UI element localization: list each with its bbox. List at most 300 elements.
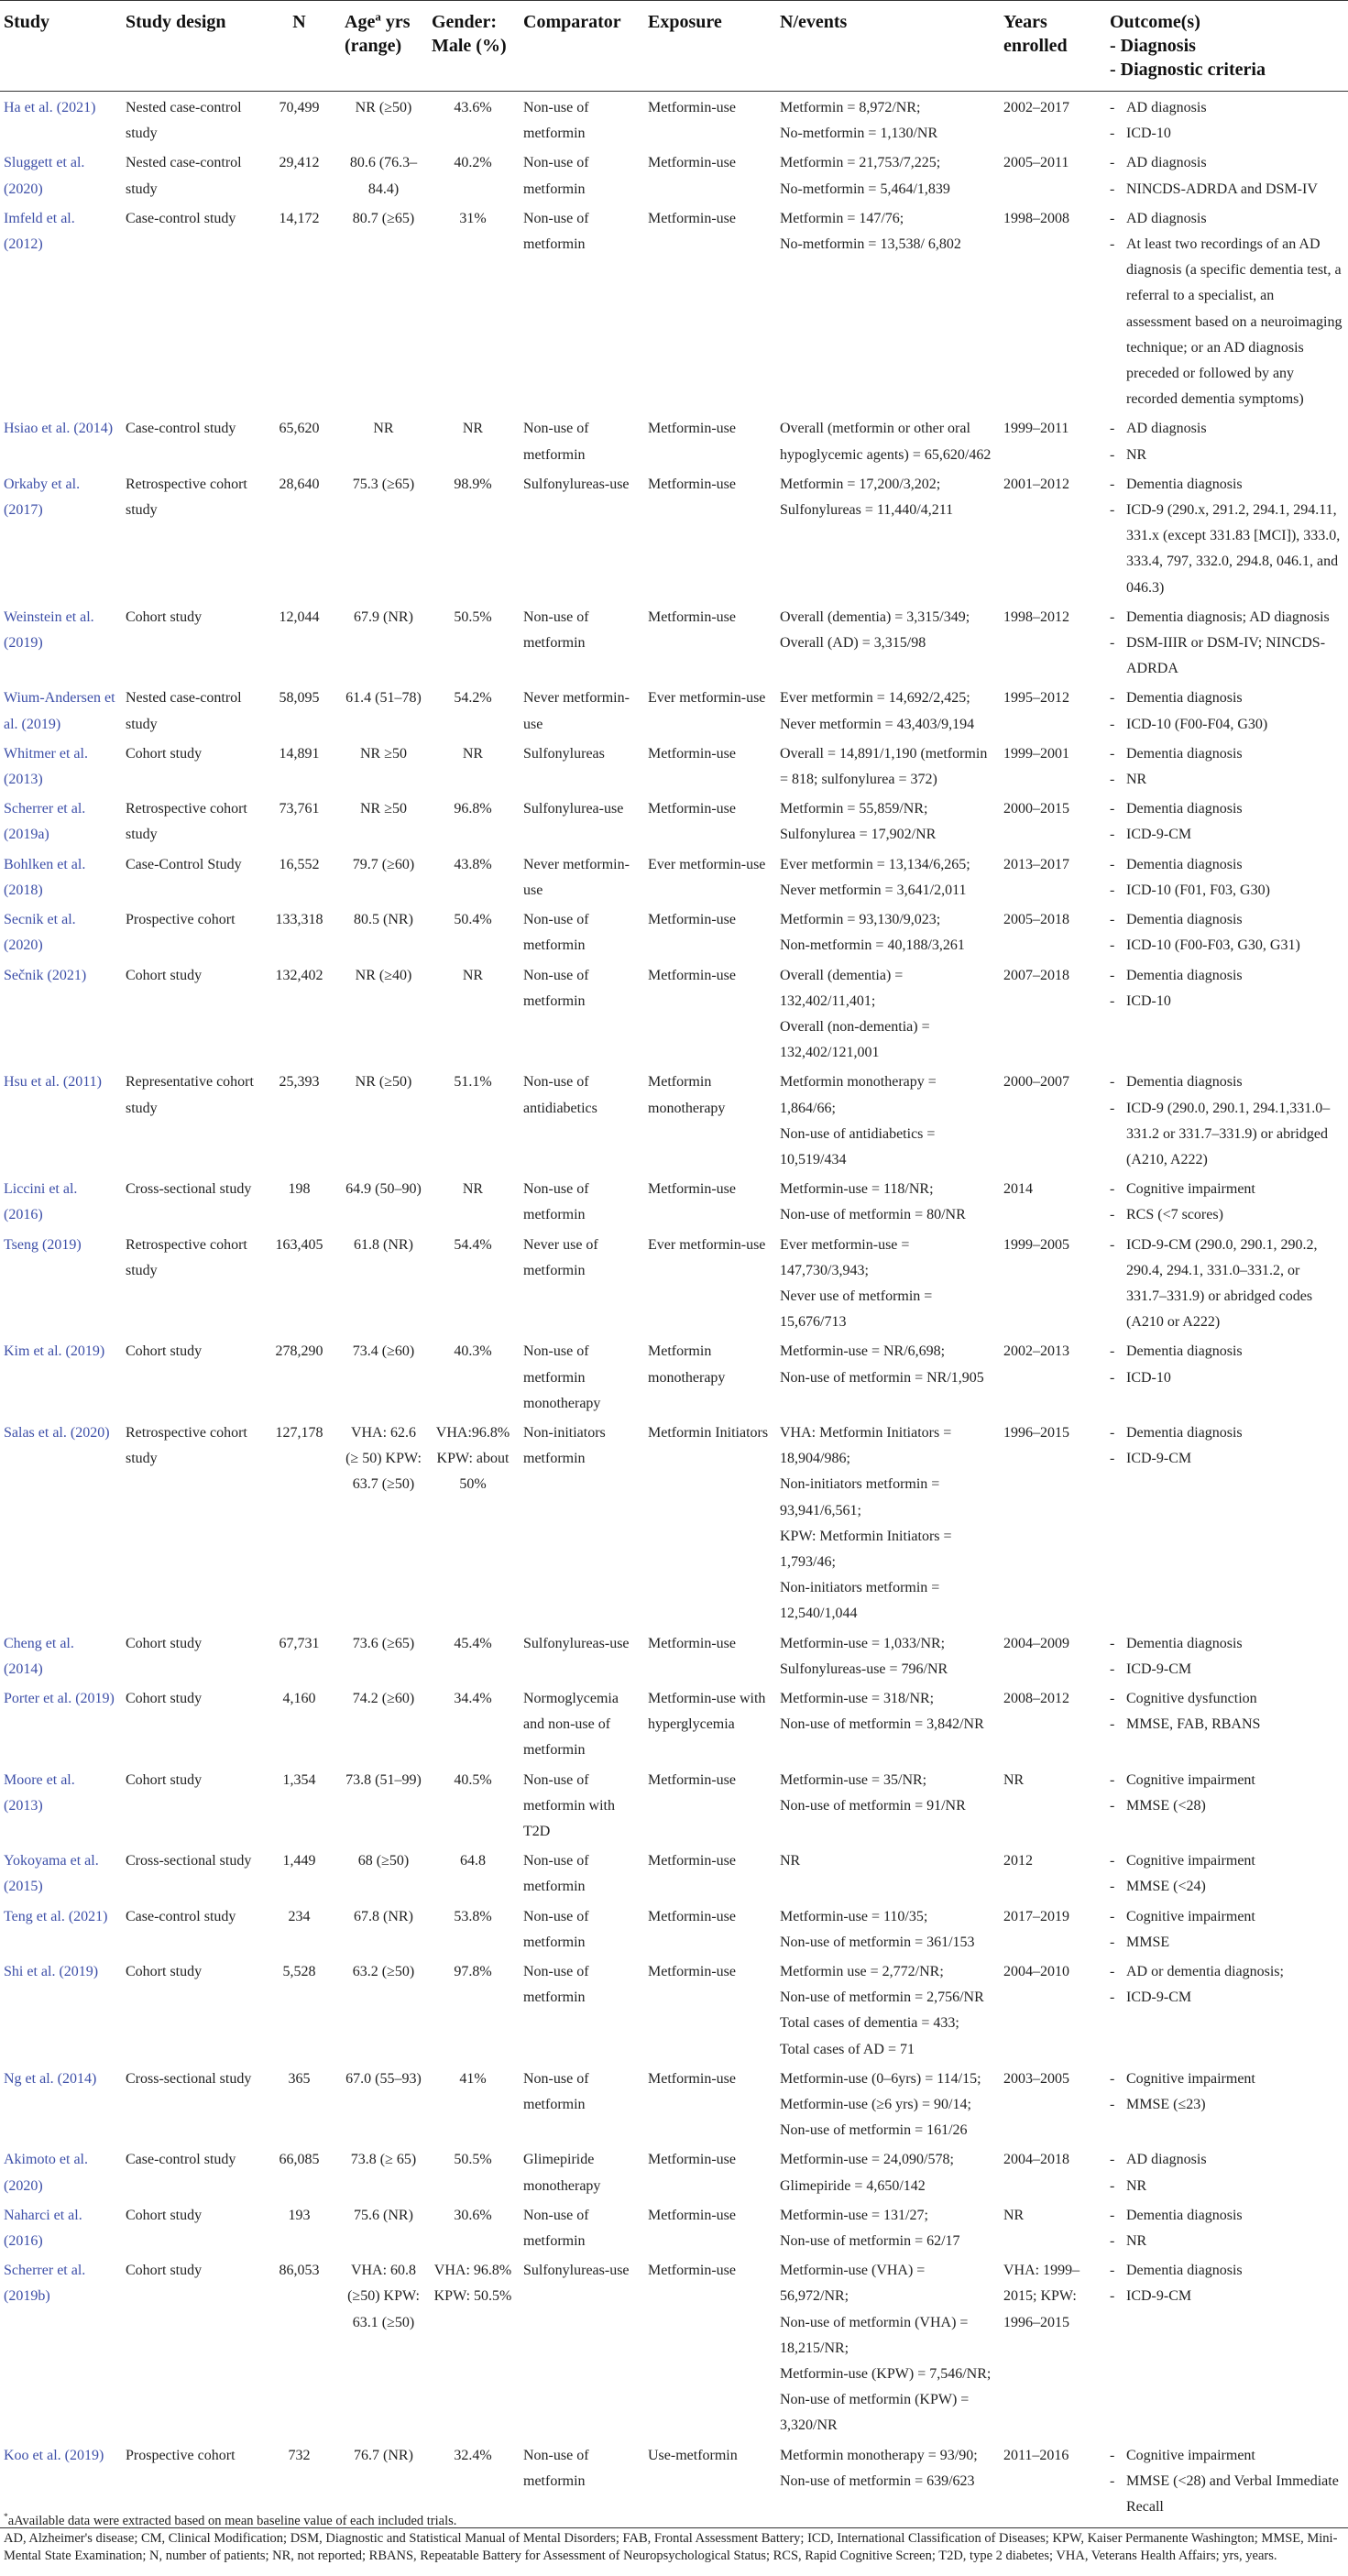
age-range: 67.8 (NR) <box>354 1908 413 1924</box>
events-cell <box>776 1417 1000 1628</box>
male-percent: 50.4% <box>454 912 492 928</box>
study-citation: Yokoyama et al. (2015) <box>4 1853 99 1895</box>
study-citation: Imfeld et al. (2012) <box>4 210 75 253</box>
age-range: 80.6 (76.3–84.4) <box>349 155 418 197</box>
outcomes-cell <box>1106 2199 1348 2254</box>
study-design: Cross-sectional study <box>126 1853 252 1869</box>
events-cell <box>776 412 1000 467</box>
table-row <box>0 2063 1348 2144</box>
outcomes-cell <box>1106 203 1348 413</box>
events-cell <box>776 2063 1000 2144</box>
years-enrolled: 1995–2012 <box>1003 690 1069 707</box>
events-cell <box>776 92 1000 148</box>
comparator: Non-use of metformin <box>520 2439 644 2528</box>
years-enrolled: NR <box>1003 1771 1025 1788</box>
study-design: Cohort study <box>126 1635 203 1651</box>
years-enrolled: 2004–2009 <box>1003 1635 1069 1651</box>
table-row <box>0 1417 1348 1628</box>
events-cell <box>776 959 1000 1067</box>
events-line: Sulfonylurea = 17,902/NR <box>780 827 937 843</box>
header-exposure: Exposure <box>644 1 776 92</box>
events-line: Non-use of antidiabetics = 10,519/434 <box>780 1125 936 1167</box>
events-line: Sulfonylureas-use = 796/NR <box>780 1661 948 1677</box>
events-line: Non-use of metformin (VHA) = 18,215/NR; <box>780 2314 969 2356</box>
study-citation: Koo et al. (2019) <box>0 2439 122 2528</box>
male-percent: 50.5% <box>454 608 492 625</box>
age-range: 75.3 (≥65) <box>352 476 415 492</box>
comparator: Non-use of metformin <box>523 1908 589 1950</box>
years-enrolled: 1998–2008 <box>1003 210 1069 226</box>
years-enrolled: 1999–2011 <box>1003 421 1069 437</box>
age-range: 63.2 (≥50) <box>352 1964 415 1980</box>
years-enrolled: 2008–2012 <box>1003 1690 1069 1706</box>
outcomes-cell <box>1106 1764 1348 1846</box>
years-enrolled: 2007–2018 <box>1003 967 1069 983</box>
events-line: Metformin = 147/76; <box>780 210 904 226</box>
years-enrolled: 1998–2012 <box>1003 608 1069 625</box>
male-percent: 34.4% <box>454 1690 492 1706</box>
footnote-available-data: *aAvailable data were extracted based on mean baseline value of each included trials. <box>4 2513 457 2528</box>
male-percent: 40.5% <box>454 1771 492 1788</box>
comparator: Never metformin-use <box>523 690 630 732</box>
outcome-line: - ICD-10 (F01, F03, G30) <box>1110 878 1343 904</box>
outcome-line: - NR <box>1110 767 1343 793</box>
study-citation: Cheng et al. (2014) <box>4 1635 74 1677</box>
study-design: Cohort study <box>126 745 203 762</box>
sample-size: 127,178 <box>275 1424 323 1441</box>
age-range: NR <box>373 421 394 437</box>
study-design: Case-Control Study <box>126 856 242 872</box>
exposure: Metformin-use <box>648 801 736 817</box>
outcome-line: - MMSE <box>1110 1930 1343 1956</box>
sample-size: 28,640 <box>279 476 320 492</box>
events-line: Never metformin = 3,641/2,011 <box>780 882 967 898</box>
years-enrolled: 2004–2018 <box>1003 2152 1069 2168</box>
outcome-line: - Cognitive impairment <box>1110 1177 1343 1202</box>
comparator: Non-use of metformin with T2D <box>523 1771 615 1839</box>
years-enrolled: 2003–2005 <box>1003 2070 1069 2087</box>
years-enrolled: 2005–2018 <box>1003 912 1069 928</box>
years-enrolled: 2002–2017 <box>1003 100 1069 115</box>
study-design: Retrospective cohort study <box>126 1424 247 1467</box>
events-cell <box>776 601 1000 683</box>
outcome-line: - ICD-9 (290.x, 291.2, 294.1, 294.11, 331.x (except 331.83 [MCI]), 333.0, 333.4, 797, 332.0, 294.8, 046.1, and 046.3) <box>1110 498 1343 601</box>
male-percent: 96.8% <box>454 801 492 817</box>
years-enrolled: 2000–2007 <box>1003 1074 1069 1091</box>
age-range: 73.4 (≥60) <box>352 1343 415 1360</box>
events-line: Metformin = 21,753/7,225; <box>780 155 941 171</box>
outcome-line: - MMSE (<28) and Verbal Immediate Recall <box>1110 2469 1343 2520</box>
age-range: NR ≥50 <box>359 801 407 817</box>
exposure: Use-metformin <box>644 2439 776 2528</box>
age-range: NR ≥50 <box>359 745 407 762</box>
exposure: Metformin-use <box>648 2207 736 2223</box>
comparator: Sulfonylureas-use <box>523 2263 630 2279</box>
events-line: Non-use of metformin = 80/NR <box>780 1207 966 1223</box>
table-row <box>0 959 1348 1067</box>
male-percent: 43.8% <box>454 856 492 872</box>
events-line: KPW: Metformin Initiators = 1,793/46; <box>780 1528 952 1570</box>
comparator: Non-use of metformin <box>523 608 589 652</box>
outcome-line: - Cognitive impairment <box>1110 2443 1343 2469</box>
outcome-line: - ICD-9-CM <box>1110 1446 1343 1472</box>
events-line: Overall (non-dementia) = 132,402/121,001 <box>780 1018 930 1061</box>
outcome-line: - ICD-9-CM (290.0, 290.1, 290.2, 290.4, 294.1, 331.0–331.2, or 331.7–331.9) or abridged codes (A210 or A222) <box>1110 1233 1343 1336</box>
events-cell <box>776 1901 1000 1956</box>
events-line: Non-metformin = 40,188/3,261 <box>780 937 965 954</box>
comparator: Non-use of metformin <box>523 421 589 463</box>
sample-size: 365 <box>288 2070 311 2087</box>
events-line: Non-use of metformin = NR/1,905 <box>780 1369 984 1386</box>
outcomes-cell <box>1106 2063 1348 2144</box>
study-citation: Wium-Andersen et al. (2019) <box>4 690 115 732</box>
events-line: Metformin-use = 131/27; <box>780 2207 928 2223</box>
outcome-line: - Dementia diagnosis <box>1110 907 1343 933</box>
years-enrolled: 2000–2015 <box>1003 801 1069 817</box>
exposure: Ever metformin-use <box>648 1236 766 1253</box>
events-line: Never use of metformin = 15,676/713 <box>780 1288 933 1331</box>
study-citation: Scherrer et al. (2019a) <box>4 801 86 843</box>
outcome-line: - DSM-IIIR or DSM-IV; NINCDS-ADRDA <box>1110 630 1343 682</box>
table-row <box>0 1066 1348 1173</box>
study-citation: Secnik et al. (2020) <box>4 912 76 954</box>
header-row <box>0 1 1348 92</box>
exposure: Ever metformin-use <box>648 856 766 872</box>
male-percent: VHA:96.8% KPW: about 50% <box>435 1424 510 1493</box>
age-range: 73.8 (≥ 65) <box>350 2152 417 2168</box>
header-events: N/events <box>776 1 1000 92</box>
age-range: 80.7 (≥65) <box>352 210 415 226</box>
years-enrolled: 2017–2019 <box>1003 1908 1069 1924</box>
study-citation: Akimoto et al. (2020) <box>4 2152 88 2194</box>
age-range: NR (≥50) <box>355 100 412 115</box>
events-cell <box>776 203 1000 413</box>
sample-size: 132,402 <box>275 967 323 983</box>
male-percent: 54.2% <box>454 690 492 707</box>
comparator: Non-use of metformin <box>523 155 589 197</box>
male-percent: NR <box>462 1181 484 1198</box>
study-design: Case-control study <box>126 210 236 226</box>
events-cell <box>776 849 1000 904</box>
footnote-abbreviations: AD, Alzheimer's disease; CM, Clinical Modification; DSM, Diagnostic and Statistical Manual of Mental Disorders; FAB, Frontal Assessment Battery; ICD, International Classification of Diseases; KPW, Kaiser Permanente Washington; MMSE, Mini-Mental State Examination; N, number of patients; NR, not reported; RBANS, Repeatable Battery for Assessment of Neuropsychological Status; RCS, Rapid Cognitive Screen; T2D, type 2 diabetes; VHA, Veterans Health Affairs; yrs, years. <box>4 2531 1338 2563</box>
years-enrolled: 2011–2016 <box>1000 2439 1106 2528</box>
events-line: Overall (dementia) = 3,315/349; <box>780 608 970 625</box>
table-row <box>0 92 1348 148</box>
comparator: Non-use of metformin <box>523 210 589 253</box>
outcome-line: - Dementia diagnosis <box>1110 472 1343 498</box>
events-cell <box>776 1229 1000 1336</box>
events-line: Ever metformin-use = 147,730/3,943; <box>780 1236 910 1278</box>
years-enrolled: 2001–2012 <box>1003 476 1069 492</box>
study-design: Cohort study <box>126 2207 203 2223</box>
age-range: 73.6 (≥65) <box>352 1635 415 1651</box>
exposure: Metformin-use <box>648 967 736 983</box>
events-line: Metformin monotherapy = 1,864/66; <box>780 1074 937 1116</box>
events-line: Metformin-use (≥6 yrs) = 90/14; <box>780 2097 971 2113</box>
events-line: Non-use of metformin = 3,842/NR <box>780 1716 984 1733</box>
events-line: Overall (dementia) = 132,402/11,401; <box>780 967 904 1009</box>
exposure: Metformin-use with hyperglycemia <box>648 1690 766 1733</box>
table-row <box>0 412 1348 467</box>
outcome-line: - AD diagnosis <box>1110 95 1343 121</box>
table-row <box>0 1764 1348 1846</box>
male-percent: 32.4% <box>428 2439 520 2528</box>
outcomes-cell <box>1106 1845 1348 1900</box>
table-row <box>0 1683 1348 1764</box>
age-range: 73.8 (51–99) <box>345 1771 422 1788</box>
sample-size: 133,318 <box>275 912 323 928</box>
exposure: Metformin-use <box>648 2263 736 2279</box>
age-range: 74.2 (≥60) <box>352 1690 415 1706</box>
events-line: Total cases of dementia = 433; <box>780 2015 959 2032</box>
exposure: Metformin-use <box>648 155 736 171</box>
study-design: Case-control study <box>126 2152 236 2168</box>
events-line: Metformin-use = 24,090/578; <box>780 2152 954 2168</box>
outcome-line: - MMSE, FAB, RBANS <box>1110 1712 1343 1737</box>
age-range: 61.4 (51–78) <box>345 690 422 707</box>
events-cell <box>776 147 1000 202</box>
footnotes <box>4 2513 1342 2565</box>
events-line: Total cases of AD = 71 <box>780 2041 915 2057</box>
comparator: Glimepiride monotherapy <box>523 2152 601 2194</box>
table-row <box>0 1956 1348 2063</box>
outcomes-cell <box>1106 1066 1348 1173</box>
age-range: 61.8 (NR) <box>354 1236 413 1253</box>
comparator: Sulfonylureas <box>523 745 605 762</box>
sample-size: 163,405 <box>275 1236 323 1253</box>
male-percent: 50.5% <box>454 2152 492 2168</box>
outcome-line: - Cognitive dysfunction <box>1110 1686 1343 1712</box>
events-cell <box>776 793 1000 848</box>
events-cell <box>776 738 1000 793</box>
age-range: 67.0 (55–93) <box>345 2070 422 2087</box>
exposure: Metformin-use <box>648 100 736 115</box>
outcome-line: - Dementia diagnosis <box>1110 852 1343 878</box>
events-line: Metformin use = 2,772/NR; <box>780 1964 944 1980</box>
sample-size: 1,354 <box>282 1771 316 1788</box>
age-range: 75.6 (NR) <box>354 2207 413 2223</box>
events-cell <box>776 1628 1000 1683</box>
comparator: Normoglycemia and non-use of metformin <box>523 1690 619 1759</box>
comparator: Sulfonylureas-use <box>523 1635 630 1651</box>
table-row <box>0 849 1348 904</box>
events-cell <box>776 1956 1000 2063</box>
events-line: Ever metformin = 14,692/2,425; <box>780 690 970 707</box>
study-design: Cohort study <box>126 2263 203 2279</box>
study-design: Cohort study <box>126 608 203 625</box>
sample-size: 4,160 <box>282 1690 316 1706</box>
outcome-line: - ICD-10 <box>1110 121 1343 147</box>
sample-size: 193 <box>288 2207 311 2223</box>
outcome-line: - Dementia diagnosis <box>1110 2258 1343 2284</box>
outcome-line: - ICD-10 (F00-F03, G30, G31) <box>1110 933 1343 959</box>
header-years: Years enrolled <box>1000 1 1106 92</box>
exposure: Metformin-use <box>648 1964 736 1980</box>
exposure: Metformin monotherapy <box>648 1343 726 1386</box>
sample-size: 86,053 <box>279 2263 320 2279</box>
outcome-line: - Cognitive impairment <box>1110 1904 1343 1930</box>
sample-size: 12,044 <box>279 608 320 625</box>
sample-size: 1,449 <box>282 1853 316 1869</box>
study-citation: Salas et al. (2020) <box>4 1424 110 1441</box>
outcome-line: - NINCDS-ADRDA and DSM-IV <box>1110 177 1343 203</box>
outcomes-cell <box>1106 412 1348 467</box>
events-line: Metformin = 93,130/9,023; <box>780 912 941 928</box>
table-row <box>0 1845 1348 1900</box>
exposure: Metformin-use <box>648 421 736 437</box>
table-row <box>0 2199 1348 2254</box>
events-line: Metformin = 8,972/NR; <box>780 100 921 115</box>
events-line: Metformin-use (KPW) = 7,546/NR; <box>780 2366 992 2383</box>
sample-size: 65,620 <box>279 421 320 437</box>
study-design: Nested case-control study <box>126 155 242 197</box>
study-citation: Bohlken et al. (2018) <box>4 856 86 898</box>
table-row <box>0 1628 1348 1683</box>
age-range: 67.9 (NR) <box>354 608 413 625</box>
table-row <box>0 2143 1348 2198</box>
study-citation: Naharci et al. (2016) <box>4 2207 82 2250</box>
outcome-line: - AD diagnosis <box>1110 206 1343 232</box>
comparator: Non-use of metformin <box>523 1853 589 1895</box>
male-percent: 54.4% <box>454 1236 492 1253</box>
study-citation: Whitmer et al. (2013) <box>4 745 88 788</box>
events-line: Overall (metformin or other oral hypoglycemic agents) = 65,620/462 <box>780 421 992 463</box>
years-enrolled: 1999–2005 <box>1003 1236 1069 1253</box>
sample-size: 58,095 <box>279 690 320 707</box>
age-range: VHA: 60.8 (≥50) KPW: 63.1 (≥50) <box>347 2263 420 2330</box>
outcome-line: - NR <box>1110 2229 1343 2254</box>
events-cell <box>776 1173 1000 1228</box>
outcome-line: - Cognitive impairment <box>1110 1768 1343 1793</box>
male-percent: 30.6% <box>454 2207 492 2223</box>
exposure: Metformin-use <box>648 1853 736 1869</box>
outcome-line: - ICD-10 (F00-F04, G30) <box>1110 712 1343 738</box>
events-line: Non-use of metformin = 62/17 <box>780 2233 960 2250</box>
exposure: Metformin-use <box>648 608 736 625</box>
sample-size: 67,731 <box>279 1635 320 1651</box>
study-design: Prospective cohort <box>122 2439 259 2528</box>
table-row <box>0 468 1348 601</box>
years-enrolled: VHA: 1999–2015; KPW: 1996–2015 <box>1003 2263 1080 2330</box>
events-line: Metformin = 17,200/3,202; <box>780 476 941 492</box>
sample-size: 732 <box>259 2439 341 2528</box>
study-design: Nested case-control study <box>126 690 242 732</box>
events-line: Never metformin = 43,403/9,194 <box>780 716 975 732</box>
header-n: N <box>259 1 341 92</box>
sample-size: 278,290 <box>275 1343 323 1360</box>
events-line: Overall = 14,891/1,190 (metformin = 818; sulfonylurea = 372) <box>780 745 988 788</box>
outcome-line: - Dementia diagnosis <box>1110 2203 1343 2229</box>
male-percent: 53.8% <box>454 1908 492 1924</box>
male-percent: NR <box>462 967 484 983</box>
exposure: Metformin-use <box>648 912 736 928</box>
study-design: Prospective cohort <box>126 912 236 928</box>
outcomes-cell <box>1106 1956 1348 2063</box>
exposure: Metformin-use <box>648 476 736 492</box>
events-line: Metformin-use = 318/NR; <box>780 1690 935 1706</box>
outcomes-cell <box>1106 849 1348 904</box>
comparator: Sulfonylurea-use <box>523 801 624 817</box>
table-row <box>0 904 1348 959</box>
study-citation: Ha et al. (2021) <box>4 100 96 115</box>
study-citation: Moore et al. (2013) <box>4 1771 75 1814</box>
exposure: Metformin monotherapy <box>648 1074 726 1116</box>
events-line: Non-use of metformin = 91/NR <box>780 1797 966 1814</box>
comparator: Never use of metformin <box>523 1236 598 1278</box>
exposure: Metformin-use <box>648 1771 736 1788</box>
study-citation: Teng et al. (2021) <box>4 1908 108 1924</box>
age-range: 80.5 (NR) <box>354 912 413 928</box>
outcome-line: - ICD-9-CM <box>1110 822 1343 848</box>
outcome-line: - AD diagnosis <box>1110 2147 1343 2173</box>
years-enrolled: 2004–2010 <box>1003 1964 1069 1980</box>
years-enrolled: 2005–2011 <box>1003 155 1069 171</box>
header-age: Age$^a$ yrs (range) <box>341 1 428 92</box>
events-line: Metformin-use = 118/NR; <box>780 1181 934 1198</box>
events-line: Metformin-use = 1,033/NR; <box>780 1635 946 1651</box>
study-citation: Scherrer et al. (2019b) <box>4 2263 86 2305</box>
events-cell <box>776 2143 1000 2198</box>
outcome-line: - ICD-9-CM <box>1110 1985 1343 2011</box>
study-design: Case-control study <box>126 421 236 437</box>
outcomes-cell <box>1106 601 1348 683</box>
study-citation: Sečnik (2021) <box>4 967 87 983</box>
comparator: Non-use of metformin <box>523 912 589 954</box>
events-line: Non-use of metformin = 361/153 <box>780 1934 975 1950</box>
age-range: 76.7 (NR) <box>341 2439 428 2528</box>
outcomes-cell <box>1106 1229 1348 1336</box>
header-comparator: Comparator <box>520 1 644 92</box>
exposure: Metformin-use <box>648 2070 736 2087</box>
sample-size: 14,891 <box>279 745 320 762</box>
table-row <box>0 682 1348 737</box>
events-cell <box>776 1066 1000 1173</box>
table-row <box>0 1335 1348 1417</box>
comparator: Non-use of metformin <box>523 967 589 1009</box>
study-design: Representative cohort study <box>126 1074 254 1116</box>
header-design: Study design <box>122 1 259 92</box>
years-enrolled: NR <box>1003 2207 1025 2223</box>
table-row <box>0 2254 1348 2439</box>
outcomes-cell <box>1106 147 1348 202</box>
exposure: Ever metformin-use <box>648 690 766 707</box>
male-percent: 51.1% <box>454 1074 492 1091</box>
outcomes-cell <box>1106 1628 1348 1683</box>
events-line: Glimepiride = 4,650/142 <box>780 2177 926 2194</box>
outcome-line: - ICD-10 <box>1110 989 1343 1014</box>
study-design: Cohort study <box>126 1964 203 1980</box>
events-line: Metformin = 55,859/NR; <box>780 801 928 817</box>
outcome-line: - NR <box>1110 443 1343 468</box>
outcomes-cell <box>1106 2143 1348 2198</box>
outcomes-cell <box>1106 1173 1348 1228</box>
table-row <box>0 738 1348 793</box>
outcomes-cell <box>1106 904 1348 959</box>
comparator: Non-use of metformin <box>523 1964 589 2006</box>
events-line: Metformin monotherapy = 93/90; <box>780 2447 978 2463</box>
outcomes-cell <box>1106 2254 1348 2439</box>
outcome-line: - Cognitive impairment <box>1110 2066 1343 2092</box>
exposure: Metformin-use <box>648 210 736 226</box>
male-percent: 45.4% <box>454 1635 492 1651</box>
comparator: Non-use of metformin <box>523 100 589 142</box>
header-gender: Gender: Male (%) <box>428 1 520 92</box>
age-range: NR (≥50) <box>355 1074 412 1091</box>
events-cell <box>776 2254 1000 2439</box>
years-enrolled: 1999–2001 <box>1003 745 1069 762</box>
outcome-line: - ICD-9 (290.0, 290.1, 294.1,331.0–331.2 or 331.7–331.9) or abridged (A210, A222) <box>1110 1096 1343 1174</box>
outcome-line: - Dementia diagnosis <box>1110 1339 1343 1365</box>
